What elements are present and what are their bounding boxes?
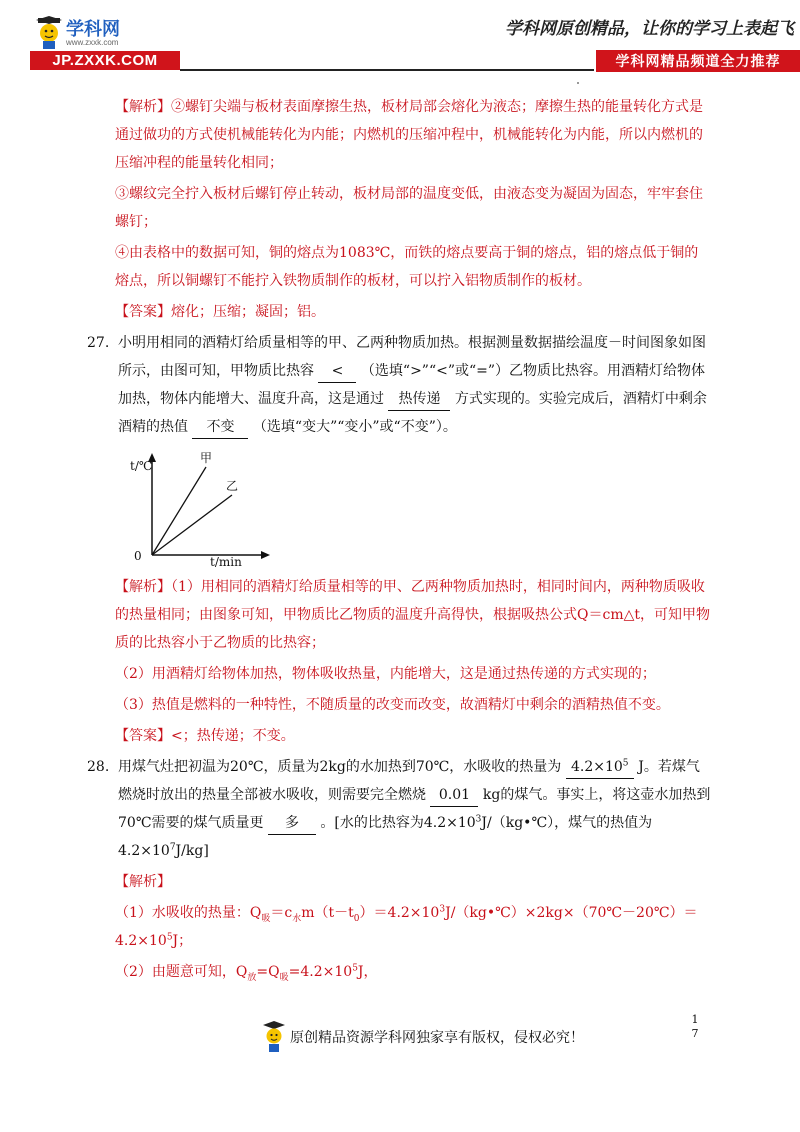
- subscript: 放: [247, 972, 257, 983]
- exponent: 3: [439, 904, 446, 915]
- copyright-notice: 原创精品资源学科网独家享有版权，侵权必究！: [290, 1030, 584, 1046]
- header-red-tag: 学科网精品频道全力推荐: [596, 50, 800, 72]
- answer-blank: 不变: [192, 416, 248, 439]
- formula-text: =4.2×10: [288, 964, 353, 980]
- analysis-block-1: [100, 93, 712, 177]
- analysis-text: （1）用相同的酒精灯给质量相等的甲、乙两种物质加热时，相同时间内，两种物质吸收的热量相同；由图象可知，甲物质比乙物质的温度升高得快，根据吸热公式Q＝cm△t，可知甲物质的比热容小于乙物质的比热容；: [115, 579, 710, 651]
- question-number: 28.: [87, 759, 110, 775]
- answer-blank: 0.01: [430, 784, 478, 807]
- analysis-formula-1: [100, 899, 712, 955]
- answer-blank: 热传递: [388, 388, 450, 411]
- header-slogan: 学科网原创精品，让你的学习上表起飞: [505, 19, 794, 39]
- analysis-paragraph: （2）用酒精灯给物体加热，物体吸收热量，内能增大，这是通过热传递的方式实现的；: [115, 666, 656, 682]
- answer-blank: <: [318, 360, 356, 383]
- origin-label: 0: [134, 549, 142, 563]
- answer-text: <；热传递；不变。: [171, 728, 295, 744]
- analysis-block-2: [100, 573, 712, 657]
- y-axis-label: t/℃: [130, 459, 153, 473]
- exponent: 5: [352, 963, 358, 974]
- page-footer: [0, 1013, 800, 1053]
- analysis-paragraph: ③螺纹完全拧入板材后螺钉停止转动，板材局部的温度变低，由液态变为凝固为固态，牢牢套住螺钉；: [115, 186, 703, 230]
- line-yi: [152, 495, 232, 555]
- line-jia: [152, 467, 206, 555]
- logo-title: 学科网: [66, 18, 120, 39]
- answer-label: 【答案】: [115, 728, 171, 744]
- answer-label: 【答案】: [115, 304, 171, 320]
- exponent: 7: [169, 842, 176, 853]
- question-text: J/kg]: [175, 843, 209, 859]
- formula-text: （1）水吸收的热量：Q: [115, 905, 262, 921]
- page-number-top: 1: [691, 1013, 699, 1026]
- analysis-paragraph: （3）热值是燃料的一种特性，不随质量的改变而改变，故酒精灯中剩余的酒精热值不变。: [115, 697, 670, 713]
- question-text: （选填“>”“<”或“=”）乙物质比热容。用酒精灯给物体加热，物体内能增大、温度升高，这是通过: [118, 363, 706, 407]
- question-text: J。若煤气燃烧时放出的热量全部被水吸收，则需要完全燃烧: [118, 759, 700, 803]
- mascot-icon: [262, 1021, 286, 1053]
- subscript: 吸: [261, 913, 271, 924]
- temperature-time-graph: [114, 447, 274, 567]
- question-text: （选填“变大”“变小”或“不变”）。: [252, 419, 457, 435]
- formula-text: J；: [172, 933, 193, 949]
- page-header: [0, 0, 800, 80]
- analysis-paragraph: ④由表格中的数据可知，铜的熔点为1083℃，而铁的熔点要高于铜的熔点，铝的熔点低于铜的熔点，所以铜螺钉不能拧入铁物质制作的板材，可以拧入铝物质制作的板材。: [115, 245, 699, 289]
- page-number-bottom: 7: [691, 1027, 699, 1040]
- answer-block-1: [100, 298, 712, 326]
- mascot-icon: [34, 16, 64, 50]
- question-number: 27.: [87, 335, 110, 351]
- exponent: 5: [166, 932, 173, 943]
- answer-text: 熔化；压缩；凝固；铝。: [171, 304, 325, 320]
- line-label-jia: 甲: [200, 451, 213, 465]
- question-text: kg的煤气。事实上，将这壶水加热到70℃需要的煤气质量更: [118, 787, 711, 831]
- header-divider: [180, 69, 594, 71]
- logo-domain-bar[interactable]: JP.ZXXK.COM: [30, 51, 180, 70]
- analysis-label: 【解析】: [115, 579, 171, 595]
- subscript: 0: [353, 913, 360, 924]
- exponent: 3: [475, 814, 482, 825]
- analysis-text: ②螺钉尖端与板材表面摩擦生热，板材局部会熔化为液态；摩擦生热的能量转化方式是通过做功的方式使机械能转化为内能；内燃机的压缩冲程中，机械能转化为内能，所以内燃机的压缩冲程的能量转化相同；: [115, 99, 703, 171]
- answer-block-2: [100, 722, 712, 750]
- decorative-dot: [577, 82, 579, 84]
- formula-text: ）＝4.2×10: [359, 905, 440, 921]
- site-logo[interactable]: [34, 16, 120, 50]
- answer-blank: 多: [268, 812, 316, 835]
- document-body: [87, 93, 712, 989]
- answer-blank-value: 4.2×10: [570, 759, 623, 775]
- logo-url: www.zxxk.com: [66, 37, 119, 47]
- x-axis-arrow-icon: [261, 551, 270, 559]
- analysis-formula-2: [100, 958, 712, 986]
- page-number: [690, 1013, 700, 1041]
- formula-text: J/（kg•℃）×2kg×（70℃－20℃）＝4.2×10: [115, 905, 698, 949]
- question-27: [87, 329, 712, 441]
- question-text: 用煤气灶把初温为20℃，质量为2kg的水加热到70℃，水吸收的热量为: [118, 759, 562, 775]
- subscript: 吸: [279, 972, 289, 983]
- formula-text: J，: [357, 964, 378, 980]
- question-text: 小明用相同的酒精灯给质量相等的甲、乙两种物质加热。根据测量数据描绘温度－时间图象如图所示，由图可知，甲物质比热容: [118, 335, 706, 379]
- question-text: J/（kg•℃），煤气的热值为4.2×10: [118, 815, 653, 859]
- answer-blank: [566, 756, 634, 779]
- formula-text: （2）由题意可知，Q: [115, 964, 248, 980]
- answer-blank-exponent: 5: [622, 758, 629, 769]
- x-axis-label: t/min: [210, 555, 242, 569]
- analysis-label-3: 【解析】: [115, 874, 171, 890]
- formula-text: ＝c: [270, 905, 293, 921]
- line-label-yi: 乙: [226, 479, 239, 493]
- formula-text: =Q: [256, 964, 280, 980]
- question-text: 。[水的比热容为4.2×10: [320, 815, 476, 831]
- subscript: 水: [292, 913, 302, 924]
- formula-text: m（t－t: [301, 905, 354, 921]
- question-text: 方式实现的。实验完成后，酒精灯中剩余酒精的热值: [118, 391, 707, 435]
- analysis-label: 【解析】: [115, 99, 171, 115]
- question-28: [87, 753, 712, 865]
